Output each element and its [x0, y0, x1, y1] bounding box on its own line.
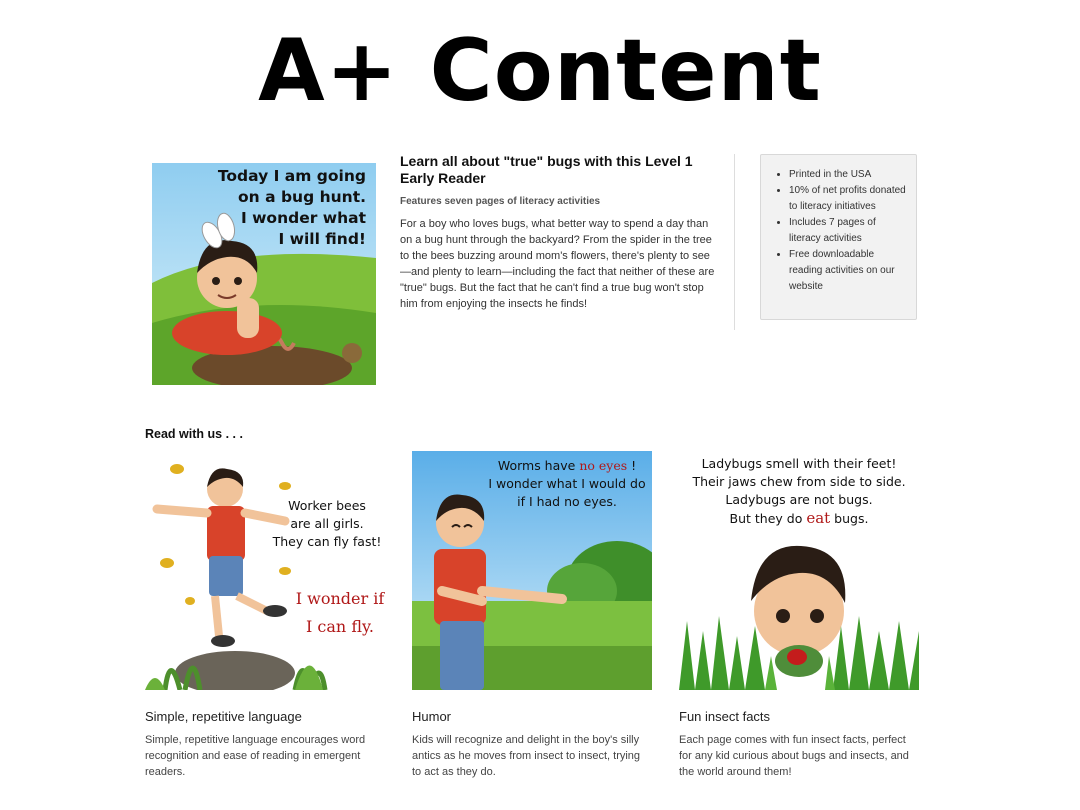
card-text: Kids will recognize and delight in the boy's silly antics as he moves from insect to insect, trying to act as they do.: [412, 734, 641, 778]
caption-text: bugs.: [830, 511, 869, 526]
divider: [734, 154, 735, 330]
hero-caption-line: on a bug hunt.: [238, 188, 366, 206]
caption-line: Their jaws chew from side to side.: [692, 474, 906, 489]
feature-item: • 10% of net profits donated to literacy initiatives: [789, 183, 908, 215]
card1-red-caption: [295, 585, 385, 641]
caption-last-line: [679, 509, 919, 528]
hero-caption-line: I wonder what: [240, 209, 366, 227]
hero-caption-line: I will find!: [278, 230, 366, 248]
card-humor: [412, 451, 652, 780]
section-label: Read with us . . .: [145, 427, 243, 441]
caption-line: Ladybugs smell with their feet!: [701, 456, 897, 471]
card-text: Each page comes with fun insect facts, perfect for any kid curious about bugs and insects, and the world around them!: [679, 734, 909, 778]
card-illustration: [412, 451, 652, 690]
caption-line: I wonder what I would do: [488, 476, 646, 491]
caption-red-line: I can fly.: [306, 617, 374, 636]
caption-text: Worms have: [497, 458, 580, 473]
caption-red-line: I wonder if: [295, 589, 385, 608]
card-insect-facts: [679, 451, 919, 780]
caption-text: But they do: [729, 511, 807, 526]
page-title: A+ Content: [258, 21, 822, 121]
caption-red-word: eat: [806, 509, 831, 527]
caption-line: Ladybugs are not bugs.: [725, 492, 873, 507]
hero-image-caption: [170, 166, 366, 250]
card-title: Fun insect facts: [679, 709, 771, 724]
card2-caption: [484, 457, 650, 511]
feature-item: • Includes 7 pages of literacy activities: [789, 215, 908, 247]
features-box: [760, 154, 917, 320]
caption-line: They can fly fast!: [272, 534, 382, 549]
hero-subheading: Features seven pages of literacy activities: [400, 196, 601, 207]
hero-body: For a boy who loves bugs, what better way to spend a day than on a bug hunt through the backyard? From the spider in the tree to the bees buzzing around mom's flowers, there's plenty to see—and plenty to learn—including the fact that neither of these are "true" bugs. But the fact that he can't find a true bug won't stop him from enjoying the insects he finds!: [400, 218, 715, 310]
card-text: Simple, repetitive language encourages word recognition and ease of reading in emergent readers.: [145, 734, 366, 778]
hero-heading: Learn all about "true" bugs with this Level 1 Early Reader: [400, 153, 693, 186]
features-list: [761, 167, 916, 295]
caption-line: if I had no eyes.: [517, 494, 617, 509]
hero-description: [400, 153, 715, 312]
caption-line: are all girls.: [290, 516, 364, 531]
card1-caption: [271, 497, 383, 551]
caption-first-line: [484, 457, 650, 475]
caption-red-word: no eyes: [579, 458, 628, 473]
card-title: Simple, repetitive language: [145, 709, 302, 724]
feature-item: • Printed in the USA: [789, 167, 908, 183]
card-illustration: [145, 451, 385, 690]
hero-caption-line: Today I am going: [217, 167, 366, 185]
caption-text: !: [627, 458, 637, 473]
card3-caption: [679, 455, 919, 528]
card-title: Humor: [412, 709, 452, 724]
feature-item: • Free downloadable reading activities on our website: [789, 247, 908, 295]
card-simple-language: [145, 451, 385, 780]
card-illustration: [679, 451, 919, 690]
caption-line: Worker bees: [288, 498, 366, 513]
